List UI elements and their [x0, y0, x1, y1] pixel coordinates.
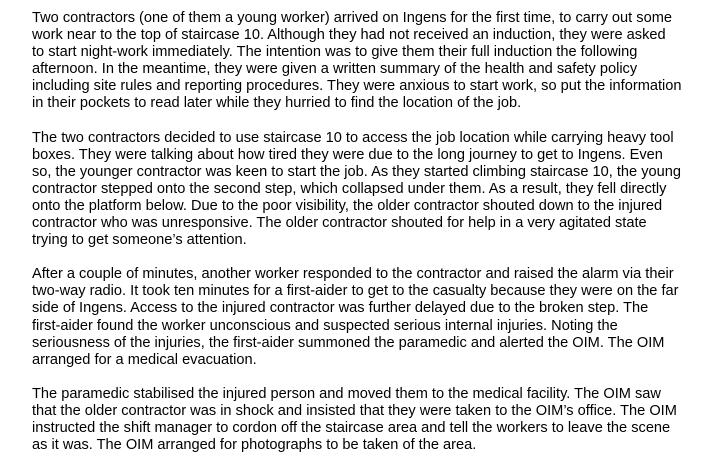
paragraph-arrival: Two contractors (one of them a young worker) arrived on Ingens for the first time, to carry out some work near to the top of staircase 10. Although they had not received an induction, they were asked to start night-work immediately. The intention was to give them their full induction the following afternoon. In the meantime, they were given a written summary of the health and safety policy including site rules and reporting procedures. They were anxious to start work, so put the information in their pockets to read later while they hurried to find the location of the job. — [32, 10, 682, 112]
paragraph-response: After a couple of minutes, another worker responded to the contractor and raised the alarm via their two-way radio. It took ten minutes for a first-aider to get to the casualty because they were on the far side of Ingens. Access to the injured contractor was further delayed due to the broken step. The first-aider found the worker unconscious and suspected serious internal injuries. Noting the seriousness of the injuries, the first-aider summoned the paramedic and alerted the OIM. The OIM arranged for a medical evacuation. — [32, 266, 679, 368]
paragraph-aftermath: The paramedic stabilised the injured person and moved them to the medical facility. The OIM saw that the older contractor was in shock and insisted that they were taken to the OIM’s office. The OIM instructed the shift manager to cordon off the staircase area and tell the workers to leave the scene as it was. The OIM arranged for photographs to be taken of the area. — [32, 385, 677, 454]
paragraph-incident: The two contractors decided to use staircase 10 to access the job location while carrying heavy tool boxes. They were talking about how tired they were due to the long journey to get to Ingens. Even so, the younger contractor was keen to start the job. As they started climbing staircase 10, the young contractor stepped onto the second step, which collapsed under them. As a result, they fell directly onto the platform below. Due to the poor visibility, the older contractor shouted down to the injured contractor who was unresponsive. The older contractor shouted for help in a very agitated state trying to get someone’s attention. — [32, 129, 681, 249]
